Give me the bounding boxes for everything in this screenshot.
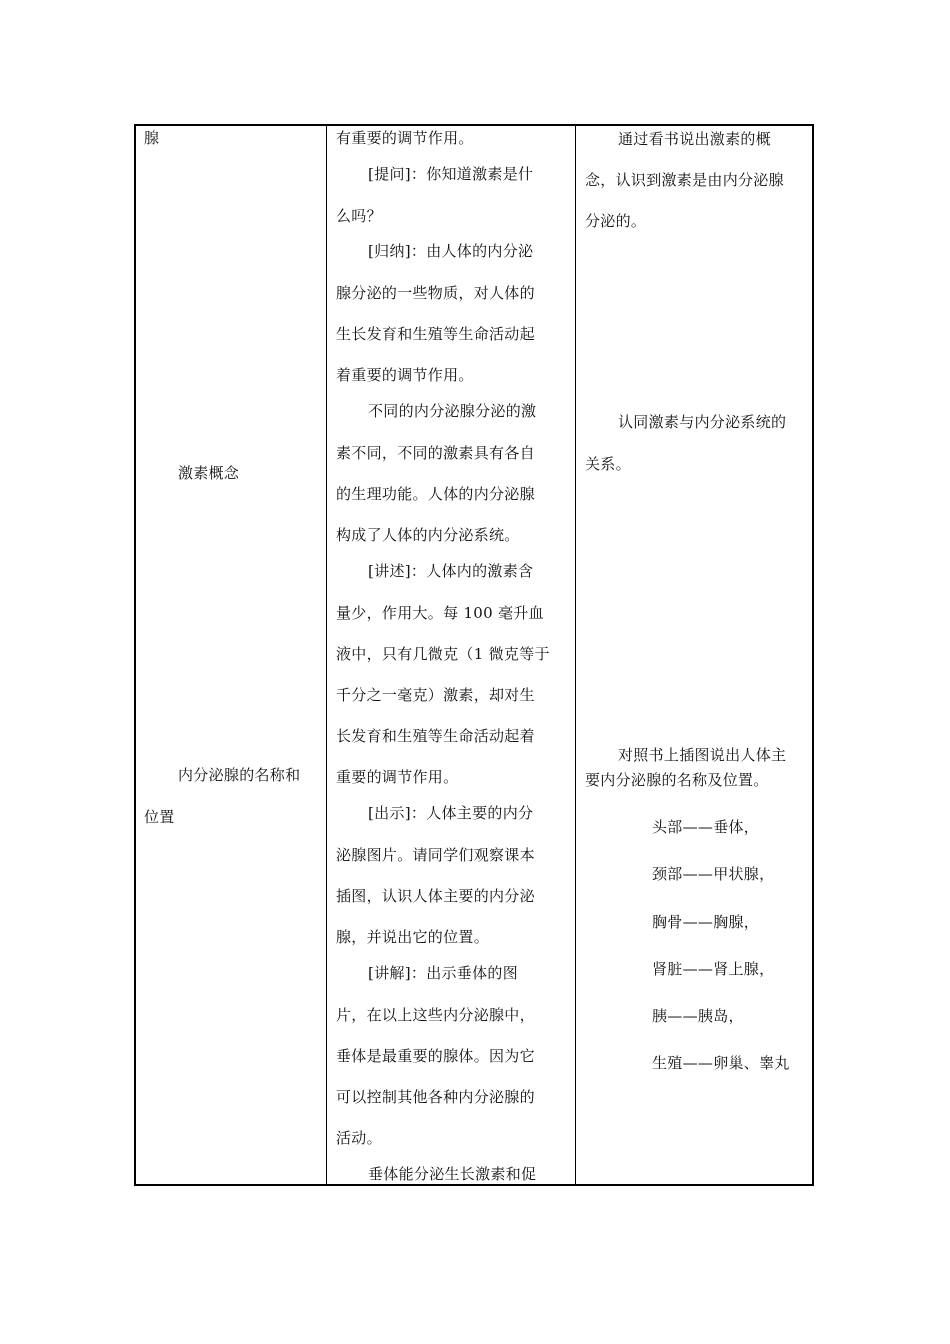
col2-line: 垂体能分泌生长激素和促	[368, 1165, 537, 1183]
col2-line: [归纳]：由人体的内分泌	[368, 242, 534, 260]
col2-line: 重要的调节作用。	[336, 768, 459, 786]
col2-line: 不同的内分泌腺分泌的激	[368, 402, 537, 420]
col2-line: [出示]：人体主要的内分	[368, 804, 534, 822]
gland-list-item: 颈部——甲状腺，	[652, 865, 775, 883]
col2-line: 活动。	[336, 1129, 382, 1147]
gland-list-item: 胸骨——胸腺，	[652, 913, 760, 931]
topic-gland-name-line1: 内分泌腺的名称和	[178, 766, 301, 784]
col2-line: [提问]：你知道激素是什	[368, 165, 534, 183]
topic-gland-name-line2: 位置	[144, 808, 175, 826]
col2-line: 千分之一毫克）激素，却对生	[336, 686, 535, 704]
col2-line: 量少，作用大。每 100 毫升血	[336, 604, 544, 622]
col3-line: 关系。	[585, 455, 631, 473]
gland-list-item: 生殖——卵巢、睾丸	[652, 1054, 790, 1072]
col2-line: 素不同，不同的激素具有各自	[336, 444, 535, 462]
col3-line: 对照书上插图说出人体主	[618, 746, 787, 764]
col2-line: [讲解]：出示垂体的图	[368, 964, 519, 982]
col2-line: 腺分泌的一些物质，对人体的	[336, 284, 535, 302]
col2-line: 液中，只有几微克（1 微克等于	[336, 645, 550, 663]
gland-list-item: 胰——胰岛，	[652, 1007, 744, 1025]
col3-line: 认同激素与内分泌系统的	[618, 413, 787, 431]
col2-line: 有重要的调节作用。	[336, 129, 474, 147]
col2-line: 片，在以上这些内分泌腺中，	[336, 1006, 535, 1024]
col2-line: 腺，并说出它的位置。	[336, 928, 490, 946]
column-divider-2	[575, 126, 576, 1184]
col2-line: 构成了人体的内分泌系统。	[336, 526, 520, 544]
col3-line: 念，认识到激素是由内分泌腺	[585, 171, 784, 189]
col3-line: 分泌的。	[585, 212, 647, 230]
col2-line: 泌腺图片。请同学们观察课本	[336, 846, 535, 864]
col1-top-char: 腺	[144, 129, 160, 147]
col2-line: 的生理功能。人体的内分泌腺	[336, 485, 535, 503]
col2-line: 垂体是最重要的腺体。因为它	[336, 1047, 535, 1065]
col2-line: 着重要的调节作用。	[336, 366, 474, 384]
col2-line: 长发育和生殖等生命活动起着	[336, 727, 535, 745]
col2-line: [讲述]：人体内的激素含	[368, 562, 534, 580]
col2-line: 可以控制其他各种内分泌腺的	[336, 1088, 535, 1106]
column-divider-1	[326, 126, 327, 1184]
topic-hormone-concept: 激素概念	[178, 464, 240, 482]
col3-line: 通过看书说出激素的概	[618, 130, 772, 148]
gland-list-item: 头部——垂体，	[652, 818, 760, 836]
col2-line: 生长发育和生殖等生命活动起	[336, 325, 535, 343]
col3-line: 要内分泌腺的名称及位置。	[585, 771, 769, 789]
col2-line: 么吗？	[336, 207, 382, 225]
gland-list-item: 肾脏——肾上腺，	[652, 960, 775, 978]
col2-line: 插图，认识人体主要的内分泌	[336, 887, 535, 905]
